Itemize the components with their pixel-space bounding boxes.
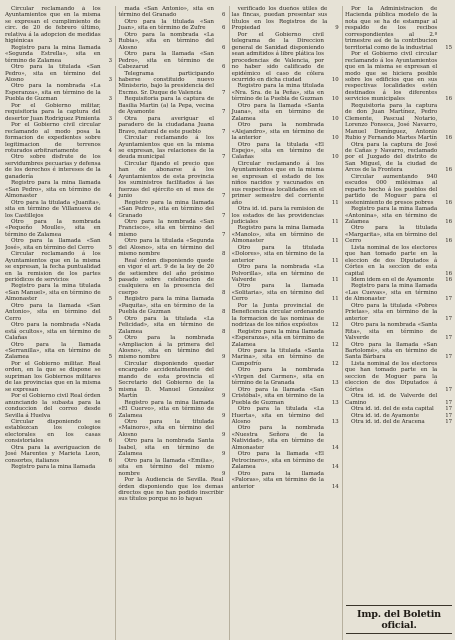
entry-page-number: 16 xyxy=(445,218,452,225)
entry-text: Otro para la nombrada Santa Isabel, sita en término de Zalamea xyxy=(118,438,214,458)
entry-text: Otro para la titulada «Santa Marina», sita en término de Campofrío xyxy=(231,348,324,367)
entry-page-number: 14 xyxy=(331,464,339,471)
index-entry xyxy=(118,116,225,135)
index-entry xyxy=(5,393,112,419)
entry-text: Otro para la llamada «Solitaria», sita en término del Cerro xyxy=(231,283,324,303)
entry-page-number: 11 xyxy=(331,199,339,206)
index-entry xyxy=(232,32,339,84)
entry-page-number: 5 xyxy=(108,335,112,342)
index-entry xyxy=(118,400,225,419)
entry-text: Otro para la nombrada «La Rubia», sita en término del Alosno xyxy=(118,31,214,51)
entry-page-number: 10 xyxy=(331,76,339,83)
entry-text: Otro para la nombrada «Nuestra Señora de la Natividad», sita en término de Almonaster xyxy=(231,425,324,451)
entry-text: Otro para la titulada «La Huerta», sita en término del Alosno xyxy=(231,406,324,425)
entry-page-number: 6 xyxy=(221,44,226,51)
index-entry xyxy=(5,251,112,283)
entry-text: Por el Gobierno civil circular reclamando á los Ayuntamientos que en la misma se expresan el modo que se hiciera posible sobre los edificios que en sus respectivas localidades estén destinados á los diferentes servicios municipales xyxy=(344,51,438,103)
entry-text: Otro para la titulada «San Juan», sita en término de Zufre xyxy=(118,18,214,32)
entry-text: Otro para la nombrada «La Esperanza», sita en término de la Puebla de Guzman xyxy=(5,83,101,103)
entry-text: Registro para la mina llamada «Esperanza», sita en término de Zalamea xyxy=(231,328,324,348)
entry-text: Otra para averiguar el paradero de la ciudadana Juana Bravo, natural de este pueblo xyxy=(118,115,214,135)
entry-text: Otro para la llamada «San Antonio», sita en término del Cerro xyxy=(5,302,101,322)
entry-page-number: 5 xyxy=(108,244,112,251)
entry-page-number: 17 xyxy=(445,406,452,413)
entry-text: Otra para la averiguacion de José Marentes y Marieta Leon, consortes, italianos xyxy=(5,444,101,464)
entry-page-number: 16 xyxy=(445,270,452,277)
index-entry xyxy=(5,154,112,180)
index-entry xyxy=(5,45,112,64)
entry-text: Circular reclamando á los Ayuntamientos que en la misma se expresan el cumplimiento de circ. de 20 de febrero último, relativa á la adopcion de medidas higiénicas xyxy=(5,6,101,45)
entry-text: Otro para la nombrada «La Polvorilla», sita en término de Valverde xyxy=(231,264,324,284)
entry-page-number: 10 xyxy=(331,96,339,103)
index-entry xyxy=(118,71,225,97)
entry-page-number: 16 xyxy=(445,199,452,206)
index-entry xyxy=(232,348,339,367)
entry-page-number: 8 xyxy=(221,289,226,296)
index-entry xyxy=(118,361,225,400)
entry-text: Otro para la llamada «Paloras», sita en término de la anterior xyxy=(231,470,324,490)
index-entry xyxy=(232,471,339,490)
index-entry xyxy=(232,303,339,329)
entry-page-number: 12 xyxy=(331,341,339,348)
index-entry xyxy=(232,6,339,32)
entry-text: Otro sobre disfrute de los servidumbres pecuarias y defensa de los derechos é intereses de la ganadería xyxy=(5,154,101,180)
entry-text: Otro para la titulada «La Felicidad», sita en término de Zalamea xyxy=(118,315,214,335)
entry-page-number: 4 xyxy=(108,193,112,200)
entry-page-number: 5 xyxy=(108,386,112,393)
entry-page-number: 7 xyxy=(221,128,226,135)
entry-page-number: 5 xyxy=(108,315,112,322)
entry-page-number: 7 xyxy=(221,89,226,96)
entry-page-number: 17 xyxy=(445,296,452,303)
entry-page-number: 4 xyxy=(108,147,112,154)
entry-text: Circular reclamando á los Ayuntamientos que en la misma se expresan el estado de los niños nacidos y vacunados en sus respectivas localidades en el primer semestre del corriente año xyxy=(231,160,324,206)
entry-text: Registro para la mina titulada «San Manuel», sita en término de Almonaster xyxy=(5,283,101,303)
entry-text: Circular aumentando 940 escudos 000 milésimas al reparto hecho á los pueblos del partido de Moguer para el sostenimiento de presos pobres xyxy=(344,173,438,206)
entry-text: Otro para la nombrada «San Francisco», sita en término del mismo xyxy=(118,218,214,238)
entry-page-number: 10 xyxy=(331,154,339,161)
entry-text: Otro para la llamada «Emilia», sita en término del mismo nombre xyxy=(118,457,214,477)
index-entry xyxy=(232,161,339,206)
entry-page-number: 15 xyxy=(445,44,452,51)
entry-page-number: 11 xyxy=(331,218,339,225)
entry-text: Otro para la titulada «Segunda del Alosno», sita en término del mismo nombre xyxy=(118,238,214,258)
index-entry xyxy=(118,335,225,361)
index-entry xyxy=(5,419,112,445)
entry-text: Circular disponiendo quedar encargado accidentalmente del mando de esta provincia el Secretario del Gobierno de la misma D. Manuel González Martín xyxy=(118,360,214,400)
entry-text: Lista nominal de los electores que han tomado parte en la seccion de Moguer para la eleccion de dos Diputados á Córtes xyxy=(344,360,438,393)
entry-text: Por el Gobierno civil circular reclamando al modo posa la formacion de expedientes sobre legitimacion de terrenos roturados arbitrariamente xyxy=(5,122,101,154)
index-entry xyxy=(232,206,339,225)
entry-page-number: 5 xyxy=(108,296,112,303)
entry-page-number: 6 xyxy=(108,438,112,445)
entry-page-number: 7 xyxy=(221,231,226,238)
entry-text: Otro para la llamada «Serranilla», sita en término de Zalamea xyxy=(5,341,101,361)
entry-text: Otro para la llamada «San José», sita en término del Cerro xyxy=(5,238,101,251)
entry-page-number: 16 xyxy=(445,167,452,174)
entry-page-number: 3 xyxy=(108,96,112,103)
entry-text: Registro para la mina llamada «Segunda Estrella», sita en término de Zalamea xyxy=(5,44,101,64)
index-entry xyxy=(5,64,112,83)
entry-text: Otra id. id. de Ayamonte xyxy=(350,412,420,419)
entry-text: Registro para la mina llamada «Manolo», sita en término de Almonaster xyxy=(231,225,324,245)
entry-page-number: 6 xyxy=(108,412,112,419)
entry-text: mada «San Antonio», sita en término del Granado xyxy=(118,6,214,19)
index-entry xyxy=(118,238,225,257)
entry-text: Por el Gobierno militar. Real orden, en la que se dispone se supriman los Gobiernos militares de las provincias que en la misma se expresan xyxy=(5,360,101,393)
entry-text: Por la Administracion de Hacienda pública modelo de la nota que se ha de estampar al respaldo de los recibos correspondientes al 2.º trimestre así de la contribucion territorial como de la industrial xyxy=(344,6,438,51)
entry-text: Registro para la mina llamada «Paquita», sita en término de la Puebla de Guzman xyxy=(118,296,214,316)
index-entry xyxy=(232,122,339,141)
index-entry xyxy=(5,283,112,302)
index-entry xyxy=(5,464,112,470)
index-entry xyxy=(5,200,112,219)
entry-text: Por el Gobierno civil Real órden anunciando la subasta para la conduccion del correo desde Sevilla á Huelva xyxy=(5,393,101,419)
index-entry xyxy=(232,367,339,386)
index-entry xyxy=(345,142,452,174)
entry-page-number: 7 xyxy=(221,109,226,116)
entry-page-number: 14 xyxy=(331,444,339,451)
entry-page-number: 7 xyxy=(221,212,226,219)
entry-page-number: 11 xyxy=(331,238,339,245)
entry-page-number: 16 xyxy=(445,135,452,142)
index-entry xyxy=(232,283,339,302)
index-entry xyxy=(345,206,452,225)
index-entry xyxy=(232,425,339,451)
entry-text: Idem idem en el de Ayamonte xyxy=(350,277,434,284)
entry-text: Otra para la captura de José de Cañas y Navarro, reclamado por el Juzgado del distrito de San Miguel, de la ciudad de Arcos de la Frontera xyxy=(344,141,438,174)
entry-text: Circular reclamando á los Ayuntamientos que en la misma se expresan, la fecha puntualidad en la remision de los partes periódicos de servicios xyxy=(5,251,101,284)
entry-page-number: 8 xyxy=(221,251,226,258)
index-entry xyxy=(345,322,452,341)
index-entry xyxy=(232,103,339,122)
index-column-4 xyxy=(342,6,452,640)
entry-text: Otro para la nombrada «Ampliacion á la primera del Alosno», sita en término del mismo nombre xyxy=(118,335,214,361)
entry-page-number: 4 xyxy=(108,173,112,180)
entry-page-number: 11 xyxy=(331,257,339,264)
entry-page-number: 11 xyxy=(331,277,339,284)
index-entry xyxy=(232,245,339,264)
entry-page-number: 17 xyxy=(445,412,452,419)
entry-text: Otro para la titulada «Margarita», sita en término del Cerro xyxy=(344,225,438,245)
printer-imprint: Imp. del Boletin oficial. xyxy=(346,605,452,634)
entry-page-number: 9 xyxy=(335,25,339,32)
entry-text: Otra id. id. del de esta capital xyxy=(350,406,434,413)
entry-text: Otro para la llamada «Santa Juana», sita en término de Zalamea xyxy=(231,102,324,122)
entry-page-number: 17 xyxy=(445,354,452,361)
entry-text: Registro para la mina llamada xyxy=(11,464,96,471)
entry-text: Por el Gobierno militar, requisitoria para la captura del desertor Juan Rodriguez Pimienta xyxy=(5,102,101,122)
index-entry xyxy=(118,32,225,51)
entry-page-number: 3 xyxy=(108,115,112,122)
entry-page-number: 9 xyxy=(221,354,226,361)
index-entry xyxy=(118,161,225,200)
entry-page-number: 7 xyxy=(221,154,226,161)
index-entry xyxy=(118,219,225,238)
index-entry xyxy=(232,142,339,161)
entry-page-number: 9 xyxy=(221,393,226,400)
entry-text: Registro para la mina llamada «San Pedro», sita en término de Almonaster xyxy=(5,180,101,200)
entry-page-number: 9 xyxy=(221,412,226,419)
index-entry xyxy=(5,103,112,122)
entry-page-number: 17 xyxy=(445,315,452,322)
entry-text: Otro para la llamada «San Cristóbal», sita en término de la Puebla de Guzman xyxy=(231,386,324,406)
entry-text: Otro para la titulada «Juanita», sita en término de Villanueva de los Castillejos xyxy=(5,199,101,219)
entry-text: Requisitoria para la captura de Basilia Martin (a) la Pepa, vecina de Ayamonte xyxy=(118,96,214,116)
entry-text: Otro para la titulada «San Pedro», sita en término del Alosno xyxy=(5,64,101,83)
entry-text: Otro para la titulada «El Espejo», sita en término de Calañas xyxy=(231,141,324,161)
index-entry xyxy=(345,361,452,393)
index-entry xyxy=(345,103,452,142)
index-entry xyxy=(5,361,112,393)
entry-text: Real órden disponiendo quede en vigor el art. 9 de la ley de 20 de setiembre del año próximo pasado sobre celebracion de cualquiera en la presencia del cuerpo xyxy=(118,257,214,296)
index-entry xyxy=(5,322,112,341)
index-entry xyxy=(232,329,339,348)
entry-page-number: 7 xyxy=(221,193,226,200)
entry-page-number: 17 xyxy=(445,419,452,425)
entry-text: verificado los dueños útiles de las fincas, puedan presentar sus títulos en los Registros de la Propiedad xyxy=(231,6,328,32)
entry-page-number: 6 xyxy=(108,457,112,464)
index-entry xyxy=(232,406,339,425)
index-entry xyxy=(118,258,225,297)
index-entry xyxy=(5,238,112,251)
index-entry xyxy=(118,477,225,503)
index-entry xyxy=(232,451,339,470)
entry-page-number: 16 xyxy=(445,238,452,245)
entry-text: Por la Audiencia de Sevilla. Real órden disponiendo que los demas directos que no han podido inscribir sus títulos porque no lo hayan xyxy=(118,477,224,503)
index-entry xyxy=(118,458,225,477)
entry-page-number: 3 xyxy=(108,38,112,45)
entry-page-number: 16 xyxy=(445,277,452,284)
index-entry xyxy=(118,51,225,70)
entry-page-number: 16 xyxy=(445,96,452,103)
entry-text: Otro para la llamada «El Petrocinero», sita en término de Zalamea xyxy=(231,451,324,471)
entry-page-number: 10 xyxy=(331,135,339,142)
entry-text: Registro para la mina titulada «Nra. Sra. de la Peña», sita en término de la Puebla de Guzman xyxy=(231,83,324,103)
entry-page-number: 17 xyxy=(445,335,452,342)
index-entry xyxy=(5,6,112,45)
index-entry xyxy=(345,393,452,406)
index-entry xyxy=(118,135,225,161)
entry-page-number: 5 xyxy=(108,354,112,361)
entry-text: Otro para la nombrada «Alejandro», sita en término de la anterior xyxy=(231,122,324,142)
entry-page-number: 3 xyxy=(108,76,112,83)
entry-page-number: 6 xyxy=(221,25,226,32)
entry-text: Registro para la mina llamada «Las Cuevas», sita en término de Almonaster xyxy=(344,283,438,303)
index-entry xyxy=(118,419,225,438)
entry-page-number: 5 xyxy=(108,277,112,284)
index-entry xyxy=(5,83,112,102)
entry-page-number: 3 xyxy=(108,57,112,64)
entry-page-number: 11 xyxy=(331,296,339,303)
entry-text: Otro para la nombrada «Santa Rita», sita en término de Valverde xyxy=(344,322,438,342)
index-column-2 xyxy=(115,6,225,640)
index-entry xyxy=(345,342,452,361)
entry-text: Otro para la nombrada «Pequeño Moulle», sita en término de Zalamea xyxy=(5,218,101,238)
entry-page-number: 12 xyxy=(331,360,339,367)
index-entry xyxy=(118,438,225,457)
entry-text: Circular fijando el precio que han de abonarse á los Ayuntamientos de esta provincia los suministros facilitados á las fuerzas del ejército en el mes de junio xyxy=(118,160,214,200)
entry-page-number: 8 xyxy=(221,309,226,316)
entry-text: Otro para la titulada «Dolores», sita en término de la anterior xyxy=(231,244,324,264)
index-entry xyxy=(232,225,339,244)
index-entry xyxy=(232,264,339,283)
index-entry xyxy=(232,387,339,406)
index-entry xyxy=(118,200,225,219)
index-entry xyxy=(118,6,225,19)
index-entry xyxy=(345,225,452,244)
entry-page-number: 4 xyxy=(108,212,112,219)
index-entry xyxy=(345,6,452,51)
index-column-3 xyxy=(229,6,339,640)
entry-page-number: 6 xyxy=(221,64,226,71)
entry-page-number: 4 xyxy=(108,231,112,238)
entry-text: Otro para la nombrada «Virgen del Carmen», sita en término de la Granada xyxy=(231,367,324,387)
entry-page-number: 14 xyxy=(331,483,339,490)
entry-text: Otro para la nombrada «Nada está ocultos», sita en término de Calañas xyxy=(5,322,101,342)
index-entry xyxy=(345,245,452,277)
entry-text: Lista nominal de los electores que han tomado parte en la eleccion de dos Diputados á Córtes en la seccion de esta capital xyxy=(344,244,438,277)
entry-text: Circular reclamando á los Ayuntamientos que en la misma se expresan, las relaciones de la deuda municipal xyxy=(118,135,214,161)
entry-page-number: 13 xyxy=(331,419,339,425)
index-entry xyxy=(232,83,339,102)
entry-text: Requisitoria para la captura de don Juan Martínez, Pedro Clemente, Pascual Notario, Lorenzo Fonseca, José Navarro, Manuel Domínguez, Antonio Rubio y Fernando Martes Martín xyxy=(344,102,438,142)
entry-page-number: 6 xyxy=(221,12,226,19)
entry-text: Otro para la llamada «San Bartolomé», sita en término de Santa Bárbara xyxy=(344,341,438,361)
entry-text: Por la Junta provincial de Beneficencia circular ordenando la formacion de las nominas de nodrizas de los niños expósitos xyxy=(231,302,324,329)
index-entry xyxy=(5,180,112,199)
entry-text: Registro para la mina llamada «San Pedro», sita en término del Granado xyxy=(118,199,214,219)
entry-page-number: 9 xyxy=(221,470,226,477)
index-entry xyxy=(118,96,225,115)
entry-page-number: 9 xyxy=(221,451,226,458)
entry-text: Otra id. id. del de Aracena xyxy=(350,419,425,425)
entry-text: Otra id. id. para la remision de los estados de las providencias judiciales xyxy=(231,206,324,225)
index-entry xyxy=(345,419,452,425)
entry-text: Por el Gobierno civil telegrama de la Direccion general de Sanidad disponiendo sean admitidos á libre plática los procedencias de Valencia, por no haber sido calificado de epidémico el caso de cólera ocurrido en dicha ciudad xyxy=(231,31,324,83)
entry-text: Telegrama participando haberse constituido nuevo Ministerio, bajo la presidencia del Excmo. Sr. Duque de Valencia xyxy=(118,70,214,96)
index-entry xyxy=(345,174,452,206)
index-entry xyxy=(345,283,452,302)
entry-page-number: 17 xyxy=(445,399,452,406)
entry-text: Otro para la llamada «San Pedro», sita en término de Cabezarud xyxy=(118,51,214,71)
index-entry xyxy=(345,303,452,322)
index-entry xyxy=(118,316,225,335)
entry-page-number: 8 xyxy=(221,328,226,335)
index-entry xyxy=(5,122,112,154)
entry-text: Otro para la titulada «Pobres Prietas», sita en término de la anterior xyxy=(344,302,438,322)
entry-page-number: 12 xyxy=(331,322,339,329)
entry-text: Otra id. id. de Valverde del Camino xyxy=(344,393,438,406)
index-entry xyxy=(118,296,225,315)
index-column-1 xyxy=(5,6,112,640)
index-entry xyxy=(345,51,452,103)
index-entry xyxy=(5,219,112,238)
entry-text: Registro para la mina llamada «Antonina», sita en término de Zalamea xyxy=(344,206,438,225)
entry-text: Otro para la titulada «Mainoro», sita en término del Alosno xyxy=(118,419,214,438)
entry-page-number: 17 xyxy=(445,386,452,393)
entry-page-number: 13 xyxy=(331,399,339,406)
entry-page-number: 9 xyxy=(221,431,226,438)
entry-text: Circular disponiendo se establezcan los colegios electorales en los casas consistoriales xyxy=(5,419,101,445)
index-entry xyxy=(5,303,112,322)
entry-page-number: 10 xyxy=(331,115,339,122)
index-entry xyxy=(5,342,112,361)
entry-text: Registro para la mina llamada «El Cuervo», sita en término de Zalamea xyxy=(118,399,214,419)
index-entry xyxy=(5,445,112,464)
entry-page-number: 13 xyxy=(331,380,339,387)
index-entry xyxy=(118,19,225,32)
